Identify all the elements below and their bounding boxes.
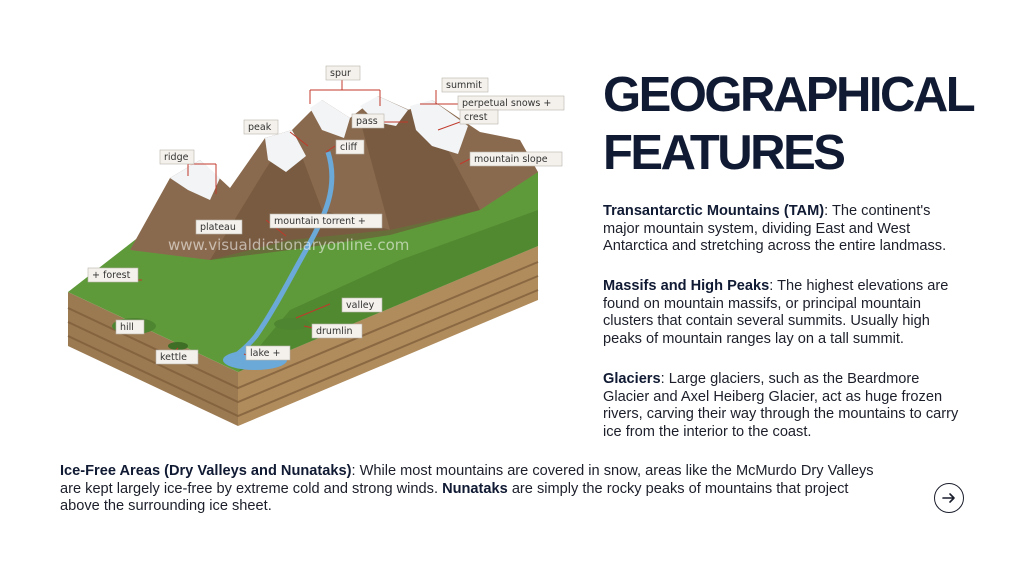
svg-text:crest: crest [464, 112, 488, 123]
section-massifs [603, 278, 963, 348]
svg-text:summit: summit [446, 80, 482, 91]
next-slide-button[interactable] [934, 483, 964, 513]
section-text: : The highest elevations are found on mountain massifs, or principal mountain clusters that contain several summits. Usually high peaks of mountain ranges lay on a tall summit. [603, 278, 949, 347]
label-perpetual-snows [458, 96, 564, 110]
label-mountain-torrent [270, 214, 382, 228]
svg-text:lake +: lake + [250, 348, 281, 359]
svg-text:pass: pass [356, 116, 378, 127]
section-glaciers [603, 371, 963, 441]
landform-diagram [60, 60, 570, 430]
title-line-2: FEATURES [603, 126, 844, 180]
section-term: Massifs and High Peaks [603, 278, 770, 294]
label-forest [88, 268, 138, 282]
label-peak [244, 120, 278, 134]
label-lake [246, 346, 290, 360]
svg-text:ridge: ridge [164, 152, 189, 163]
label-pass [352, 114, 384, 128]
section-text: : The continent's major mountain system, dividing East and West Antarctica and stretching across the entire landmass. [603, 203, 947, 255]
svg-text:drumlin: drumlin [316, 326, 353, 337]
kettle [168, 342, 188, 350]
svg-text:hill: hill [120, 322, 134, 333]
section-tam [603, 203, 963, 256]
svg-text:kettle: kettle [160, 352, 187, 363]
watermark: www.visualdictionaryonline.com [168, 236, 410, 254]
svg-text:perpetual snows +: perpetual snows + [462, 98, 552, 109]
label-summit [442, 78, 488, 92]
label-cliff [336, 140, 364, 154]
label-valley [342, 298, 382, 312]
drumlin [274, 318, 310, 330]
label-spur [326, 66, 360, 80]
label-hill [116, 320, 144, 334]
svg-text:cliff: cliff [340, 142, 358, 153]
section-term-2: Nunataks [442, 480, 508, 497]
label-crest [460, 110, 498, 124]
svg-text:spur: spur [330, 68, 351, 79]
page-title [603, 66, 1003, 182]
section-text: : While most mountains are covered in snow, areas like the McMurdo Dry Valleys are kept largely ice-free by extreme cold and strong winds. [60, 463, 874, 497]
svg-text:valley: valley [346, 300, 375, 311]
svg-text:mountain torrent +: mountain torrent + [274, 216, 366, 227]
section-term: Transantarctic Mountains (TAM) [603, 203, 825, 219]
arrow-right-circle-icon [941, 490, 957, 506]
label-kettle [156, 350, 198, 364]
svg-text:plateau: plateau [200, 222, 236, 233]
section-text: : Large glaciers, such as the Beardmore Glacier and Axel Heiberg Glacier, act as huge frozen rivers, carving their way through the mountains to carry ice from the interior to the coast. [603, 371, 959, 440]
label-ridge [160, 150, 194, 164]
title-line-1: GEOGRAPHICAL [603, 68, 974, 122]
section-term: Glaciers [603, 371, 661, 387]
svg-text:mountain slope: mountain slope [474, 154, 548, 165]
label-mountain-slope [470, 152, 562, 166]
svg-text:+ forest: + forest [92, 270, 131, 281]
section-ice-free-areas [60, 463, 890, 516]
label-drumlin [312, 324, 362, 338]
section-text-2: are simply the rocky peaks of mountains that project above the surrounding ice sheet. [60, 480, 849, 515]
label-plateau [196, 220, 242, 234]
section-term: Ice-Free Areas (Dry Valleys and Nunataks) [60, 463, 352, 479]
svg-text:peak: peak [248, 122, 272, 133]
